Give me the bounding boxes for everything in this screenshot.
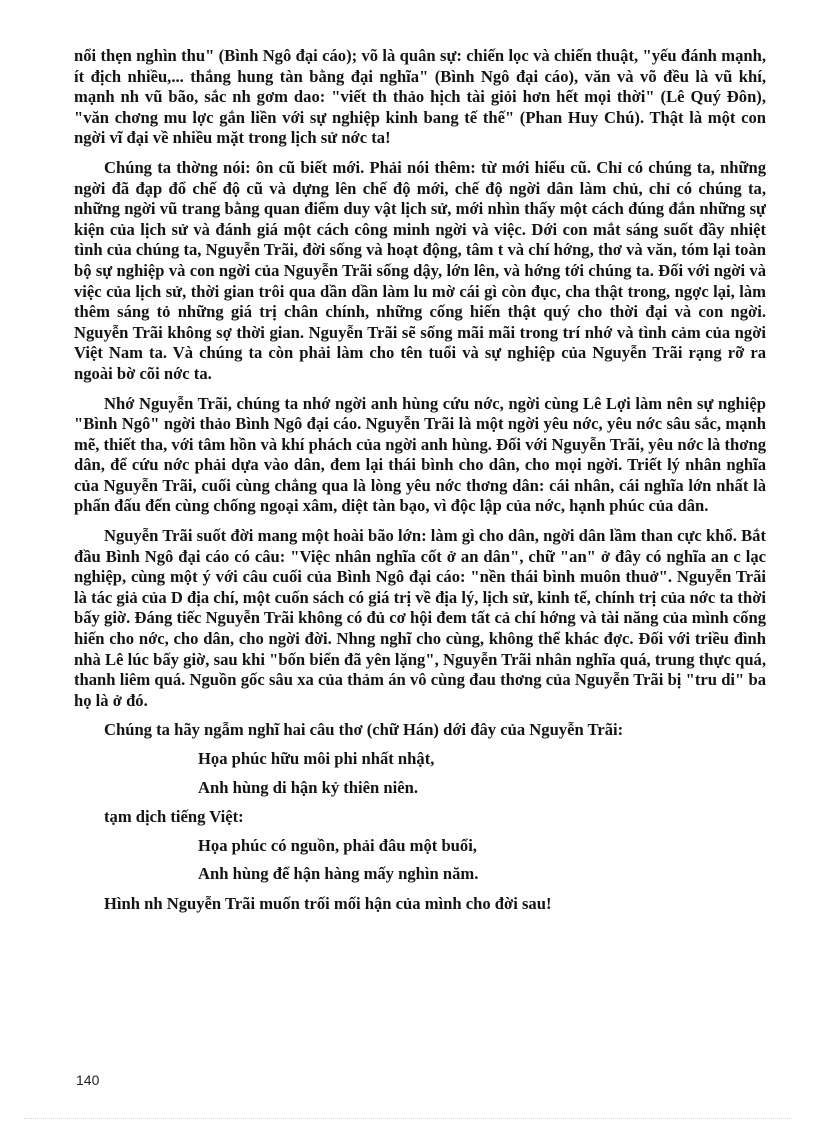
poem-viet-line-1: Họa phúc có nguồn, phải đâu một buổi, — [198, 835, 477, 855]
bottom-divider — [24, 1118, 792, 1119]
page-number: 140 — [76, 1072, 100, 1088]
poem-han-line-2: Anh hùng di hận kỷ thiên niên. — [198, 777, 418, 797]
poem-han-line-1: Họa phúc hữu môi phi nhất nhật, — [198, 749, 435, 768]
translation-intro: tạm dịch tiếng Việt: — [104, 807, 244, 827]
closing-line: Hình nh Nguyễn Trãi muốn trối mối hận của mình cho đời sau! — [104, 893, 552, 913]
poem-viet-line-2: Anh hùng để hận hàng mấy nghìn năm. — [198, 864, 479, 884]
poem-section — [74, 720, 766, 914]
paragraph-4: Nguyễn Trãi suốt đời mang một hoài bão lớn: làm gì cho dân, ngời dân lầm than cực khổ. Bắt đầu Bình Ngô đại cáo có câu: "Việc nhân nghĩa cốt ở an dân", chữ "an" ở đây có nghĩa an c lạc nghiệp, cùng một ý với câu cuối của Bình Ngô đại cáo: "nền thái bình muôn thuở". Nguyễn Trãi là tác giả của D địa chí, một cuốn sách có giá trị về địa lý, lịch sử, kinh tế, chính trị của nớc ta thời bấy giờ. Đáng tiếc Nguyễn Trãi không có đủ cơ hội đem tất cả chí hớng và tài năng của mình cống hiến cho nớc, cho dân, cho ngời đời. Nhng nghĩ cho cùng, không thể khác đợc. Đối với triều đình nhà Lê lúc bấy giờ, sau khi "bốn biển đã yên lặng", Nguyễn Trãi nhân nghĩa quá, trung thực quá, thanh liêm quá. Nguồn gốc sâu xa của thảm án vô cùng đau thơng của Nguyễn Trãi bị "tru di" ba họ là ở đó. — [74, 526, 766, 710]
paragraph-2: Chúng ta thờng nói: ôn cũ biết mới. Phải nói thêm: từ mới hiểu cũ. Chỉ có chúng ta, những ngời đã đạp đổ chế độ cũ và dựng lên chế độ mới, chế độ ngời dân làm chủ, chỉ có chúng ta, những ngời vũ trang bằng quan điểm duy vật lịch sử, mới nhìn thấy một cách đúng đắn những sự kiện của lịch sử và đánh giá một cách công minh ngời và việc. Dới con mắt sáng suốt đầy nhiệt tình của chúng ta, Nguyễn Trãi, đời sống và hoạt động, tâm t và chí hớng, thơ và văn, tóm lại toàn bộ sự nghiệp và con ngời của Nguyễn Trãi sống dậy, lớn lên, và hớng tới chúng ta. Đối với ngời và việc của lịch sử, thời gian trôi qua dần dần làm lu mờ cái gì còn đục, cha thật trong, ngợc lại, làm thêm sáng tỏ những giá trị chân chính, những cống hiến thật quý cho thời đại và con ngời. Nguyễn Trãi không sợ thời gian. Nguyễn Trãi sẽ sống mãi mãi trong trí nhớ và tình cảm của ngời Việt Nam ta. Và chúng ta còn phải làm cho tên tuổi và sự nghiệp của Nguyễn Trãi rạng rỡ ra ngoài bờ cõi nớc ta. — [74, 157, 766, 383]
paragraph-1: nổi thẹn nghìn thu" (Bình Ngô đại cáo); võ là quân sự: chiến lọc và chiến thuật, "yếu đánh mạnh, ít địch nhiều,... thắng hung tàn bằng đại nghĩa" (Bình Ngô đại cáo), văn và võ đều là vũ khí, mạnh nh vũ bão, sắc nh gơm dao: "viết th thảo hịch tài giỏi hơn hết mọi thời" (Lê Quý Đôn), "văn chơng mu lợc gắn liền với sự nghiệp kinh bang tế thế" (Phan Huy Chú). Thật là một con ngời vĩ đại về nhiều mặt trong lịch sử nớc ta! — [74, 46, 766, 148]
page-body — [74, 46, 766, 915]
paragraph-3: Nhớ Nguyễn Trãi, chúng ta nhớ ngời anh hùng cứu nớc, ngời cùng Lê Lợi làm nên sự nghiệp "Bình Ngô" ngời thảo Bình Ngô đại cáo. Nguyễn Trãi là một ngời yêu nớc, yêu nớc sâu sắc, mạnh mẽ, thiết tha, với tâm hồn và khí phách của ngời anh hùng. Đối với Nguyễn Trãi, yêu nớc là thơng dân, để cứu nớc phải dựa vào dân, đem lại thái bình cho dân, cho mọi ngời. Triết lý nhân nghĩa của Nguyễn Trãi, cuối cùng chẳng qua là lòng yêu nớc thơng dân: cái nhân, cái nghĩa lớn nhất là phấn đấu đến cùng chống ngoại xâm, diệt tàn bạo, vì độc lập của nớc, hạnh phúc của dân. — [74, 393, 766, 516]
poem-intro: Chúng ta hãy ngẫm nghĩ hai câu thơ (chữ Hán) dới đây của Nguyễn Trãi: — [104, 720, 624, 740]
